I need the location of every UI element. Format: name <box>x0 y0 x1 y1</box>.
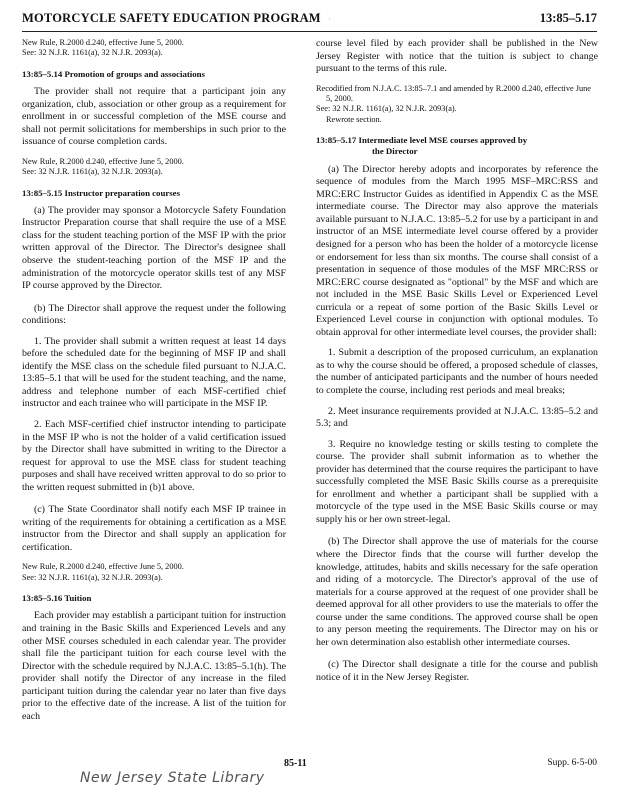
left-column <box>22 38 286 723</box>
supplement-date: Supp. 6-5-00 <box>547 758 597 768</box>
citation: New Rule, R.2000 d.240, effective June 5, 2000. <box>22 38 184 47</box>
citation-see: See: 32 N.J.R. 1161(a), 32 N.J.R. 2093(a). <box>316 104 457 114</box>
running-header <box>22 11 597 29</box>
citation-see: See: 32 N.J.R. 1161(a), 32 N.J.R. 2093(a). <box>22 572 163 582</box>
program-title: MOTORCYCLE SAFETY EDUCATION PROGRAM <box>22 11 321 25</box>
section-5-14-text: The provider shall not require that a participant join any organization, club, association or other group as a requirement for enrollment in or successful completion of the MSE course and shall not permit solicitations for memberships in such prior to the issuance of course completion cards. <box>22 86 286 148</box>
section-5-15-b: (b) The Director shall approve the request under the following conditions: <box>22 302 286 327</box>
section-heading-5-14: 13:85–5.14 Promotion of groups and associations <box>22 68 205 79</box>
section-5-17-a3: 3. Require no knowledge testing or skills testing to complete the course. The provider shall submit information as to whether the provider has determined that the course requires the participant to have successfully completed the MSE Basic Skills course as a prerequisite for enrollment and whether a participant shall be supplied with a motorcycle of the type used in the MSE Basic Skills course or may supply his or her own street-legal. <box>316 438 598 525</box>
section-5-15-b1: 1. The provider shall submit a written request at least 14 days before the scheduled date for the beginning of MSF IP and shall identify the MSE class on the schedule filed pursuant to N.J.A.C. 13:85–5.1 that will be used for the student teaching, and the name, address and telephone number of each MSF-certified chief instructor and each trainee who will participate in the MSF IP. <box>22 335 286 410</box>
section-5-17-c: (c) The Director shall designate a title for the course and publish notice of it in the New Jersey Register. <box>316 659 598 683</box>
right-column <box>316 38 598 684</box>
citation-see: See: 32 N.J.R. 1161(a), 32 N.J.R. 2093(a). <box>22 48 163 58</box>
citation-note: Rewrote section. <box>326 114 382 124</box>
section-5-15-a: (a) The provider may sponsor a Motorcycle Safety Foundation Instructor Preparation course that shall require the use of a MSE class for the student teaching portion of the MSF IP with the prior written approval of the Director. The Director's designee shall observe the student-teaching portion of the MSF IP and the administration of the motorcycle operator skills test of any MSF IP course approved by the Director. <box>22 204 286 292</box>
section-heading-5-17-cont: the Director <box>372 146 418 157</box>
section-5-17-a: (a) The Director hereby adopts and incorporates by reference the sequence of modules from the March 1995 MSF–MRC:RSS and MRC:ERC Instructor Guides as identified in Appendix C as the MSE intermediate course. The Director may also approve the materials available pursuant to N.J.A.C. 13:85–5.2 for use by a participant in and instructor of an MSE intermediate level course offered by a provider designed for a person who has been the holder of a motorcycle license or endorsement for less than six months. The course shall consist of a presentation in sequence of those modules of the MSF MRC:RSS or MRC:ERC course designated as "optional" by the MSF and which are not included in the MSE Basic Skills Level or Experienced Level curricula or a repeat of some portion of the Basic Skills Level or Experienced Level course in conjunction with optional modules. To obtain approval for other intermediate level courses, the provider shall: <box>316 163 598 338</box>
citation: New Rule, R.2000 d.240, effective June 5, 2000. <box>22 562 184 572</box>
section-5-17-a2: 2. Meet insurance requirements provided at N.J.A.C. 13:85–5.2 and 5.3; and <box>316 405 598 430</box>
citation: New Rule, R.2000 d.240, effective June 5, 2000. <box>22 156 184 166</box>
section-range: 13:85–5.17 <box>539 11 597 25</box>
section-5-15-b2: 2. Each MSF-certified chief instructor intending to participate in the MSF IP who is not the holder of a valid certification issued by the Director shall have submitted in writing to the Director a request for approval to use the MSE class for student teaching purposes and shall have received written approval to do so prior to the written request submitted in (b)1 above. <box>22 418 286 493</box>
page-number: 85-11 <box>284 758 307 769</box>
section-heading-5-15: 13:85–5.15 Instructor preparation courses <box>22 187 181 198</box>
library-watermark: New Jersey State Library <box>80 770 265 786</box>
section-heading-5-16: 13:85–5.16 Tuition <box>22 593 92 604</box>
citation-recodified: Recodified from N.J.A.C. 13:85–7.1 and amended by R.2000 d.240, effective June 5, 2000. <box>316 83 591 104</box>
citation-see: See: 32 N.J.R. 1161(a), 32 N.J.R. 2093(a). <box>22 167 163 177</box>
page-footer <box>22 758 597 788</box>
header-rule <box>22 31 597 32</box>
scan-mark: ' <box>329 18 331 24</box>
section-5-17-a1: 1. Submit a description of the proposed curriculum, an explanation as to why the course should be offered, a proposed schedule of classes, the number of anticipated participants and the number of hours needed to complete the course, including rest periods and meal breaks; <box>316 347 598 396</box>
section-5-15-c: (c) The State Coordinator shall notify each MSF IP trainee in writing of the requirements for obtaining a certification as a MSE instructor from the Director and shall supply an application for certification. <box>22 504 286 553</box>
section-5-16-continued: course level filed by each provider shall be published in the New Jersey Register with notice that the tuition is subject to change pursuant to the terms of this rule. <box>316 38 598 75</box>
section-5-17-b: (b) The Director shall approve the use of materials for the course where the Director finds that the course will further develop the knowledge, attitudes, habits and skills necessary for the safe operation and riding of a motorcycle. The Director's approval of the use of materials for a course approved at the request of one provider shall be deemed approval for all other providers to use the materials to offer the course under the same conditions. The approved course shall be open to any person meeting the requirements. The Director may on his or her own determination also establish other intermediate courses. <box>316 536 598 648</box>
section-5-16-text: Each provider may establish a participant tuition for instruction and training in the Basic Skills and Experienced Levels and any other MSE courses scheduled in each calendar year. The provider shall file the participant tuition for each course level with the Director with the schedule required by N.J.A.C. 13:85–5.1(h). The provider shall notify the Director of any increase in the filed participant tuition during the calendar year no later than five days prior to the effective date of the increase. A list of the tuition for each <box>22 610 286 722</box>
section-heading-5-17: 13:85–5.17 Intermediate level MSE courses approved by <box>316 135 528 146</box>
